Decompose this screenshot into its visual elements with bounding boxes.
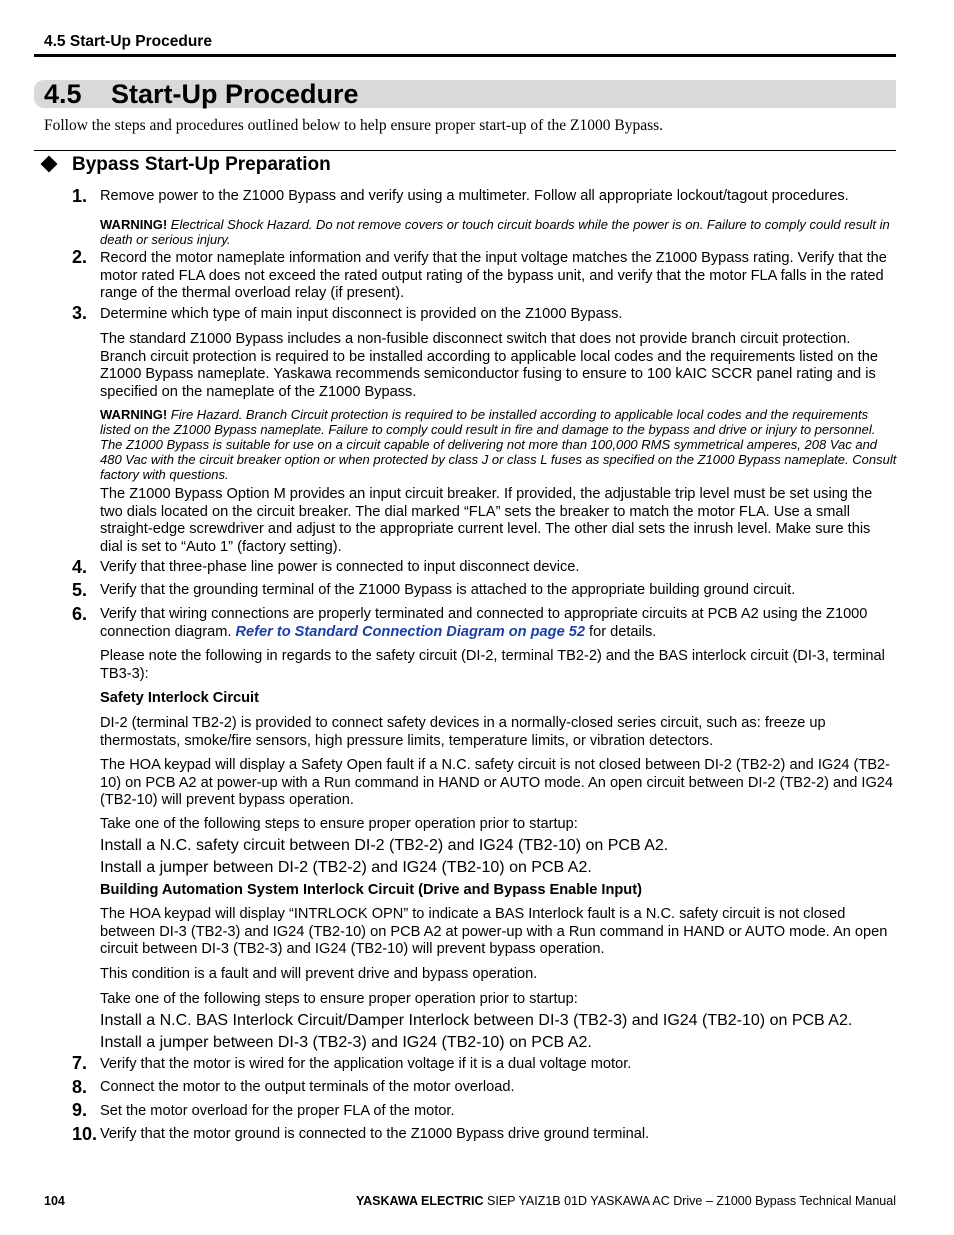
step-2-text: Record the motor nameplate information and verify that the input voltage matches the Z1000 Bypass rating. Verify that the motor rated FLA does not exceed the rated output rating of the bypass unit, and verify that the motor FLA falls in the rated range of the thermal overload relay (if present). xyxy=(100,250,887,301)
bas-interlock-description: The HOA keypad will display “INTRLOCK OPN” to indicate a BAS Interlock fault is a N.C. safety circuit is not closed between DI-3 (TB2-3) and IG24 (TB2-10) on PCB A2 at power-up with a Run command in HAND or AUTO mode. An open circuit between DI-3 (TB2-3) and IG24 (TB2-10) will prevent bypass operation. xyxy=(100,906,888,957)
step-8-text: Connect the motor to the output terminals of the motor overload. xyxy=(100,1079,515,1095)
section-intro: Follow the steps and procedures outlined below to help ensure proper start-up of the Z1000 Bypass. xyxy=(44,117,664,134)
warning-label: WARNING! xyxy=(100,407,168,422)
header-rule xyxy=(34,54,896,57)
step-4-text: Verify that three-phase line power is connected to input disconnect device. xyxy=(100,559,580,575)
step-3-paragraph-disconnect: The standard Z1000 Bypass includes a non-fusible disconnect switch that does not provide branch circuit protection. Branch circuit protection is required to be installed according to applicable local codes and the requirements listed on the Z1000 Bypass nameplate. Yaskawa recommends semiconductor fusing to ensure to 100 kAIC SCCR panel rating and is specified on the nameplate of the Z1000 Bypass. xyxy=(100,331,878,400)
diamond-bullet-icon xyxy=(41,156,58,173)
footer-brand: YASKAWA ELECTRIC xyxy=(355,1194,484,1208)
safety-interlock-heading: Safety Interlock Circuit xyxy=(100,690,259,706)
step-10-number: 10. xyxy=(72,1124,98,1144)
bas-interlock-heading: Building Automation System Interlock Circuit (Drive and Bypass Enable Input) xyxy=(100,882,642,898)
step-6-text-a: Verify that wiring connections are properly terminated and connected to appropriate circuits at PCB A2 using the Z1000 connection diagram. xyxy=(100,606,868,640)
step-6-text xyxy=(100,606,897,641)
step-4-number: 4. xyxy=(72,557,88,577)
warning-electrical-shock xyxy=(100,217,897,247)
bas-option-jumper: Install a jumper between DI-3 (TB2-3) and IG24 (TB2-10) on PCB A2. xyxy=(100,1034,592,1051)
bas-fault-note: This condition is a fault and will prevent drive and bypass operation. xyxy=(100,966,538,982)
step-9-number: 9. xyxy=(72,1100,88,1120)
step-6-number: 6. xyxy=(72,604,88,624)
step-7-text: Verify that the motor is wired for the application voltage if it is a dual voltage motor. xyxy=(100,1056,632,1072)
step-3-text: Determine which type of main input disconnect is provided on the Z1000 Bypass. xyxy=(100,306,623,322)
page-number: 104 xyxy=(44,1194,65,1208)
step-1-text: Remove power to the Z1000 Bypass and verify using a multimeter. Follow all appropriate lockout/tagout procedures. xyxy=(100,188,849,204)
subsection-rule xyxy=(34,150,896,151)
step-10-text: Verify that the motor ground is connected to the Z1000 Bypass drive ground terminal. xyxy=(100,1126,650,1142)
section-number: 4.5 xyxy=(44,79,82,109)
section-heading-band xyxy=(34,80,896,108)
warning-fire-hazard xyxy=(100,407,897,482)
section-title: Start-Up Procedure xyxy=(111,79,359,109)
step-1-number: 1. xyxy=(72,186,88,206)
safety-interlock-description: DI-2 (terminal TB2-2) is provided to connect safety devices in a normally-closed series circuit, such as: freeze up thermostats, smoke/fire sensors, high pressure limits, temperature limits, or vibration detectors. xyxy=(100,715,826,749)
step-3-paragraph-breaker: The Z1000 Bypass Option M provides an input circuit breaker. If provided, the adjustable trip level must be set using the two dials located on the circuit breaker. The dial marked “FLA” sets the breaker to match the motor FLA. Use a small straight-edge screwdriver and adjust to the appropriate current level. The other dial sets the inrush level. Make sure this dial is set to “Auto 1” (factory setting). xyxy=(100,486,873,555)
warning-label: WARNING! xyxy=(100,217,168,232)
subsection-title: Bypass Start-Up Preparation xyxy=(72,154,331,175)
safety-option-jumper: Install a jumper between DI-2 (TB2-2) and IG24 (TB2-10) on PCB A2. xyxy=(100,859,592,876)
warning-text: Fire Hazard. Branch Circuit protection is required to be installed according to applicable local codes and the requirements listed on the Z1000 Bypass nameplate. Failure to comply could result in fire and damage to the bypass and drive or injury to personnel. The Z1000 Bypass is suitable for use on a circuit capable of delivering not more than 100,000 RMS symmetrical amperes, 208 Vac and 480 Vac with the circuit breaker option or when protected by class J or class L fuses as specified on the Z1000 Bypass nameplate. Consult factory with questions. xyxy=(100,407,897,482)
step-6-note: Please note the following in regards to the safety circuit (DI-2, terminal TB2-2) and the BAS interlock circuit (DI-3, terminal TB3-3): xyxy=(100,648,885,682)
running-head: 4.5 Start-Up Procedure xyxy=(44,33,212,50)
warning-text: Electrical Shock Hazard. Do not remove covers or touch circuit boards while the power is on. Failure to comply could result in death or serious injury. xyxy=(100,217,890,247)
step-9-text: Set the motor overload for the proper FLA of the motor. xyxy=(100,1103,455,1119)
step-5-number: 5. xyxy=(72,580,88,600)
step-8-number: 8. xyxy=(72,1077,88,1097)
step-3-number: 3. xyxy=(72,303,88,323)
step-6-text-b: for details. xyxy=(584,623,657,640)
safety-open-fault-description: The HOA keypad will display a Safety Open fault if a N.C. safety circuit is not closed between DI-2 (TB2-2) and IG24 (TB2-10) on PCB A2 at power-up with a Run command in HAND or AUTO mode. An open circuit between DI-2 (TB2-2) and IG24 (TB2-10) will prevent bypass operation. xyxy=(100,757,894,808)
safety-steps-intro: Take one of the following steps to ensure proper operation prior to startup: xyxy=(100,816,578,832)
bas-option-nc-circuit: Install a N.C. BAS Interlock Circuit/Damper Interlock between DI-3 (TB2-3) and IG24 (TB2-10) on PCB A2. xyxy=(100,1012,853,1029)
footer-doc-title: SIEP YAIZ1B 01D YASKAWA AC Drive – Z1000 Bypass Technical Manual xyxy=(483,1194,896,1208)
safety-option-nc-circuit: Install a N.C. safety circuit between DI-2 (TB2-2) and IG24 (TB2-10) on PCB A2. xyxy=(100,837,669,854)
connection-diagram-link[interactable]: Refer to Standard Connection Diagram on page 52 xyxy=(235,623,585,640)
step-5-text: Verify that the grounding terminal of the Z1000 Bypass is attached to the appropriate building ground circuit. xyxy=(100,582,796,598)
step-2-number: 2. xyxy=(72,247,88,267)
footer-document-info xyxy=(356,1194,896,1208)
bas-steps-intro: Take one of the following steps to ensure proper operation prior to startup: xyxy=(100,991,578,1007)
step-7-number: 7. xyxy=(72,1053,88,1073)
